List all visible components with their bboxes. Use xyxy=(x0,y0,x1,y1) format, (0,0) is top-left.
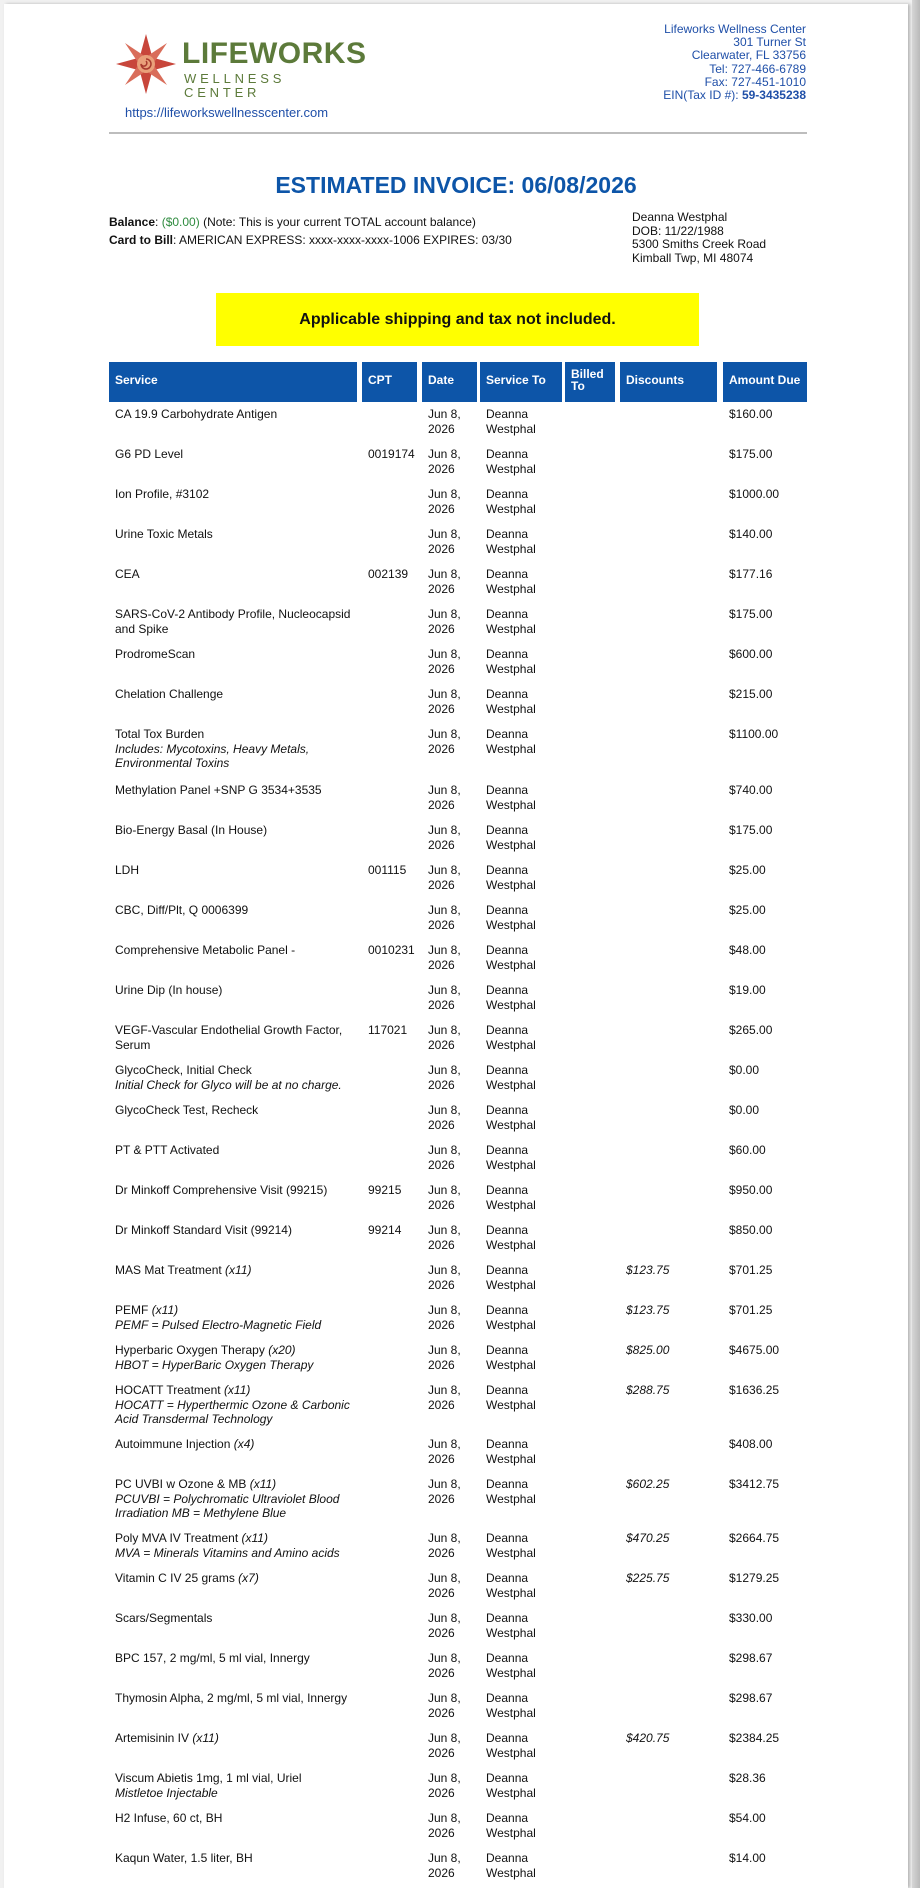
amount-due-cell: $215.00 xyxy=(729,687,773,701)
service-name: CA 19.9 Carbohydrate Antigen xyxy=(115,407,278,421)
company-street: 301 Turner St xyxy=(733,35,806,50)
service-quantity: (x11) xyxy=(241,1531,268,1545)
service-to-cell: Deanna Westphal xyxy=(486,527,536,556)
col-header-date: Date xyxy=(422,362,477,402)
discount-cell: $123.75 xyxy=(626,1263,670,1277)
service-name: Urine Toxic Metals xyxy=(115,527,213,541)
service-quantity: (x11) xyxy=(192,1731,219,1745)
amount-due-cell: $701.25 xyxy=(729,1263,773,1277)
service-to-cell: Deanna Westphal xyxy=(486,1851,536,1880)
date-cell: Jun 8, 2026 xyxy=(428,1223,461,1252)
service-name: GlycoCheck, Initial Check xyxy=(115,1063,252,1077)
service-cell xyxy=(115,1851,360,1866)
logo-subtitle: WELLNESS CENTER xyxy=(184,71,286,100)
service-to-cell: Deanna Westphal xyxy=(486,1383,536,1412)
service-to-cell: Deanna Westphal xyxy=(486,1611,536,1640)
cpt-cell: 99215 xyxy=(368,1183,402,1197)
discount-cell: $288.75 xyxy=(626,1383,670,1397)
service-to-cell: Deanna Westphal xyxy=(486,487,536,516)
date-cell: Jun 8, 2026 xyxy=(428,943,461,972)
service-to-cell: Deanna Westphal xyxy=(486,1263,536,1292)
amount-due-cell: $701.25 xyxy=(729,1303,773,1317)
lifeworks-logo xyxy=(114,30,367,100)
service-to-cell: Deanna Westphal xyxy=(486,447,536,476)
service-note: Mistletoe Injectable xyxy=(115,1785,218,1800)
service-cell xyxy=(115,1343,360,1372)
service-cell xyxy=(115,943,360,958)
service-cell xyxy=(115,607,360,636)
service-cell xyxy=(115,447,360,462)
service-name: Kaqun Water, 1.5 liter, BH xyxy=(115,1851,253,1865)
cpt-cell: 117021 xyxy=(368,1023,408,1037)
date-cell: Jun 8, 2026 xyxy=(428,407,461,436)
amount-due-cell: $0.00 xyxy=(729,1063,760,1077)
date-cell: Jun 8, 2026 xyxy=(428,1183,461,1212)
service-quantity: (x11) xyxy=(223,1383,251,1397)
scrollbar[interactable] xyxy=(912,0,920,1888)
service-name: CBC, Diff/Plt, Q 0006399 xyxy=(115,903,249,917)
service-cell xyxy=(115,1571,360,1586)
service-note: PEMF = Pulsed Electro-Magnetic Field xyxy=(115,1317,322,1332)
amount-due-cell: $4675.00 xyxy=(729,1343,780,1357)
date-cell: Jun 8, 2026 xyxy=(428,1811,461,1840)
service-cell xyxy=(115,983,360,998)
service-name: Artemisinin IV xyxy=(115,1731,190,1745)
amount-due-cell: $140.00 xyxy=(729,527,773,541)
patient-address1: 5300 Smiths Creek Road xyxy=(632,237,767,251)
service-cell xyxy=(115,647,360,662)
header-divider xyxy=(109,132,807,134)
service-name: PC UVBI w Ozone & MB xyxy=(115,1477,247,1491)
date-cell: Jun 8, 2026 xyxy=(428,1531,461,1560)
date-cell: Jun 8, 2026 xyxy=(428,567,461,596)
service-to-cell: Deanna Westphal xyxy=(486,727,536,756)
service-to-cell: Deanna Westphal xyxy=(486,903,536,932)
website-link[interactable]: https://lifeworkswellnesscenter.com xyxy=(125,105,329,120)
service-to-cell: Deanna Westphal xyxy=(486,823,536,852)
balance-amount: ($0.00) xyxy=(161,215,200,229)
service-to-cell: Deanna Westphal xyxy=(486,1731,536,1760)
patient-name: Deanna Westphal xyxy=(632,210,728,224)
service-name: G6 PD Level xyxy=(115,447,184,461)
service-to-cell: Deanna Westphal xyxy=(486,1437,536,1466)
service-cell xyxy=(115,1183,360,1198)
service-name: Viscum Abietis 1mg, 1 ml vial, Uriel xyxy=(115,1771,302,1785)
col-header-discounts: Discounts xyxy=(620,362,717,402)
shipping-notice: Applicable shipping and tax not included. xyxy=(216,293,699,346)
cpt-cell: 0019174 xyxy=(368,447,415,461)
amount-due-cell: $48.00 xyxy=(729,943,766,957)
amount-due-cell: $2384.25 xyxy=(729,1731,780,1745)
service-cell xyxy=(115,1143,360,1158)
amount-due-cell: $175.00 xyxy=(729,823,773,837)
discount-cell: $470.25 xyxy=(626,1531,670,1545)
amount-due-cell: $1100.00 xyxy=(729,727,779,741)
service-cell xyxy=(115,823,360,838)
service-name: Dr Minkoff Standard Visit (99214) xyxy=(115,1223,292,1237)
amount-due-cell: $0.00 xyxy=(729,1103,760,1117)
service-to-cell: Deanna Westphal xyxy=(486,1477,536,1506)
service-cell xyxy=(115,903,360,918)
date-cell: Jun 8, 2026 xyxy=(428,1023,461,1052)
service-to-cell: Deanna Westphal xyxy=(486,1811,536,1840)
discount-cell: $420.75 xyxy=(626,1731,670,1745)
cpt-cell: 0010231 xyxy=(368,943,415,957)
cpt-cell: 002139 xyxy=(368,567,409,581)
date-cell: Jun 8, 2026 xyxy=(428,1571,461,1600)
date-cell: Jun 8, 2026 xyxy=(428,1771,461,1800)
amount-due-cell: $950.00 xyxy=(729,1183,773,1197)
balance-label: Balance xyxy=(109,215,156,229)
amount-due-cell: $175.00 xyxy=(729,607,773,621)
date-cell: Jun 8, 2026 xyxy=(428,647,461,676)
date-cell: Jun 8, 2026 xyxy=(428,1303,461,1332)
service-to-cell: Deanna Westphal xyxy=(486,943,536,972)
service-note: Initial Check for Glyco will be at no charge. xyxy=(115,1077,342,1092)
date-cell: Jun 8, 2026 xyxy=(428,607,461,636)
date-cell: Jun 8, 2026 xyxy=(428,1063,461,1092)
company-ein xyxy=(506,89,806,102)
service-name: HOCATT Treatment xyxy=(115,1383,221,1397)
company-name: Lifeworks Wellness Center xyxy=(664,22,806,36)
service-to-cell: Deanna Westphal xyxy=(486,1343,536,1372)
col-header-cpt: CPT xyxy=(362,362,417,402)
sun-logo-icon xyxy=(114,32,178,96)
service-to-cell: Deanna Westphal xyxy=(486,1691,536,1720)
company-address xyxy=(506,23,806,102)
service-name: Autoimmune Injection xyxy=(115,1437,231,1451)
card-value: : AMERICAN EXPRESS: xxxx-xxxx-xxxx-1006 EXPIRES: 03/30 xyxy=(173,233,512,247)
service-cell xyxy=(115,863,360,878)
service-cell xyxy=(115,1263,360,1278)
service-cell xyxy=(115,567,360,582)
amount-due-cell: $740.00 xyxy=(729,783,773,797)
service-name: ProdromeScan xyxy=(115,647,196,661)
service-cell xyxy=(115,1383,360,1427)
date-cell: Jun 8, 2026 xyxy=(428,823,461,852)
service-name: Urine Dip (In house) xyxy=(115,983,223,997)
service-name: Methylation Panel +SNP G 3534+3535 xyxy=(115,783,322,797)
service-name: Hyperbaric Oxygen Therapy xyxy=(115,1343,265,1357)
service-cell xyxy=(115,1811,360,1826)
amount-due-cell: $265.00 xyxy=(729,1023,773,1037)
cpt-cell: 001115 xyxy=(368,863,407,877)
date-cell: Jun 8, 2026 xyxy=(428,1691,461,1720)
service-to-cell: Deanna Westphal xyxy=(486,647,536,676)
discount-cell: $825.00 xyxy=(626,1343,670,1357)
amount-due-cell: $298.67 xyxy=(729,1651,773,1665)
service-to-cell: Deanna Westphal xyxy=(486,863,536,892)
date-cell: Jun 8, 2026 xyxy=(428,1851,461,1880)
amount-due-cell: $408.00 xyxy=(729,1437,773,1451)
service-name: Thymosin Alpha, 2 mg/ml, 5 ml vial, Innergy xyxy=(115,1691,348,1705)
company-tel: Tel: 727-466-6789 xyxy=(709,61,806,76)
date-cell: Jun 8, 2026 xyxy=(428,783,461,812)
amount-due-cell: $175.00 xyxy=(729,447,773,461)
date-cell: Jun 8, 2026 xyxy=(428,687,461,716)
service-cell xyxy=(115,407,360,422)
amount-due-cell: $2664.75 xyxy=(729,1531,780,1545)
service-cell xyxy=(115,1103,360,1118)
service-to-cell: Deanna Westphal xyxy=(486,1531,536,1560)
service-cell xyxy=(115,527,360,542)
service-name: VEGF-Vascular Endothelial Growth Factor, Serum xyxy=(115,1023,343,1052)
service-cell xyxy=(115,1691,360,1706)
amount-due-cell: $60.00 xyxy=(729,1143,766,1157)
service-note: MVA = Minerals Vitamins and Amino acids xyxy=(115,1545,340,1560)
amount-due-cell: $298.67 xyxy=(729,1691,773,1705)
service-cell xyxy=(115,1437,360,1452)
amount-due-cell: $600.00 xyxy=(729,647,773,661)
service-name: Chelation Challenge xyxy=(115,687,224,701)
amount-due-cell: $19.00 xyxy=(729,983,766,997)
date-cell: Jun 8, 2026 xyxy=(428,983,461,1012)
date-cell: Jun 8, 2026 xyxy=(428,1611,461,1640)
service-name: MAS Mat Treatment xyxy=(115,1263,222,1277)
discount-cell: $602.25 xyxy=(626,1477,670,1491)
company-fax: Fax: 727-451-1010 xyxy=(704,74,806,89)
balance-note: (Note: This is your current TOTAL account balance) xyxy=(203,215,476,229)
service-cell xyxy=(115,1223,360,1238)
balance-block: Balance: ($0.00) (Note: This is your current TOTAL account balance) Card to Bill: AMERICAN EXPRESS: xxxx-xxxx-xxxx-1006 EXPIRES: 03/30 xyxy=(109,215,512,247)
date-cell: Jun 8, 2026 xyxy=(428,1343,461,1372)
amount-due-cell: $160.00 xyxy=(729,407,773,421)
service-cell xyxy=(115,727,360,771)
service-quantity: (x11) xyxy=(249,1477,277,1491)
service-to-cell: Deanna Westphal xyxy=(486,1183,536,1212)
service-cell xyxy=(115,687,360,702)
service-to-cell: Deanna Westphal xyxy=(486,1303,536,1332)
service-cell xyxy=(115,1731,360,1746)
amount-due-cell: $1000.00 xyxy=(729,487,780,501)
service-to-cell: Deanna Westphal xyxy=(486,1651,536,1680)
card-label: Card to Bill xyxy=(109,233,174,247)
amount-due-cell: $177.16 xyxy=(729,567,773,581)
ein-value: 59-3435238 xyxy=(741,88,806,103)
service-to-cell: Deanna Westphal xyxy=(486,1771,536,1800)
date-cell: Jun 8, 2026 xyxy=(428,527,461,556)
patient-info xyxy=(632,211,766,265)
date-cell: Jun 8, 2026 xyxy=(428,727,461,756)
service-cell xyxy=(115,1063,360,1092)
amount-due-cell: $1279.25 xyxy=(729,1571,780,1585)
service-cell xyxy=(115,1477,360,1521)
invoice-title: ESTIMATED INVOICE: 06/08/2026 xyxy=(275,172,637,198)
service-name: CEA xyxy=(115,567,140,581)
logo-title: LIFEWORKS xyxy=(182,37,367,70)
service-quantity: (x11) xyxy=(151,1303,179,1317)
date-cell: Jun 8, 2026 xyxy=(428,1651,461,1680)
service-cell xyxy=(115,1651,360,1666)
service-to-cell: Deanna Westphal xyxy=(486,607,536,636)
date-cell: Jun 8, 2026 xyxy=(428,487,461,516)
service-cell xyxy=(115,487,360,502)
service-name: Vitamin C IV 25 grams xyxy=(115,1571,235,1585)
ein-label: EIN(Tax ID #): xyxy=(663,88,739,103)
service-to-cell: Deanna Westphal xyxy=(486,783,536,812)
service-note: HOCATT = Hyperthermic Ozone & Carbonic Acid Transdermal Technology xyxy=(115,1397,350,1426)
service-name: Scars/Segmentals xyxy=(115,1611,213,1625)
cpt-cell: 99214 xyxy=(368,1223,402,1237)
col-header-amount-due: Amount Due xyxy=(723,362,807,402)
patient-dob: DOB: 11/22/1988 xyxy=(632,223,724,238)
service-cell xyxy=(115,1531,360,1560)
amount-due-cell: $1636.25 xyxy=(729,1383,780,1397)
service-cell xyxy=(115,1611,360,1626)
service-to-cell: Deanna Westphal xyxy=(486,983,536,1012)
service-quantity: (x7) xyxy=(238,1571,259,1585)
amount-due-cell: $54.00 xyxy=(729,1811,766,1825)
col-header-service: Service xyxy=(109,362,357,402)
date-cell: Jun 8, 2026 xyxy=(428,1103,461,1132)
service-cell xyxy=(115,1023,360,1052)
service-to-cell: Deanna Westphal xyxy=(486,407,536,436)
service-to-cell: Deanna Westphal xyxy=(486,1023,536,1052)
amount-due-cell: $25.00 xyxy=(729,903,766,917)
service-name: Total Tox Burden xyxy=(115,727,205,741)
service-name: PT & PTT Activated xyxy=(115,1143,220,1157)
service-name: LDH xyxy=(115,863,140,877)
service-note: PCUVBI = Polychromatic Ultraviolet Blood Irradiation MB = Methylene Blue xyxy=(115,1491,340,1520)
discount-cell: $123.75 xyxy=(626,1303,670,1317)
col-header-billed-to: Billed To xyxy=(565,362,615,402)
date-cell: Jun 8, 2026 xyxy=(428,447,461,476)
amount-due-cell: $14.00 xyxy=(729,1851,766,1865)
service-name: Bio-Energy Basal (In House) xyxy=(115,823,268,837)
date-cell: Jun 8, 2026 xyxy=(428,1383,461,1412)
service-quantity: (x20) xyxy=(268,1343,296,1357)
discount-cell: $225.75 xyxy=(626,1571,670,1585)
service-name: Comprehensive Metabolic Panel - xyxy=(115,943,296,957)
service-to-cell: Deanna Westphal xyxy=(486,687,536,716)
date-cell: Jun 8, 2026 xyxy=(428,1477,461,1506)
patient-address2: Kimball Twp, MI 48074 xyxy=(632,250,754,265)
service-name: BPC 157, 2 mg/ml, 5 ml vial, Innergy xyxy=(115,1651,310,1665)
service-note: HBOT = HyperBaric Oxygen Therapy xyxy=(115,1357,314,1372)
service-name: H2 Infuse, 60 ct, BH xyxy=(115,1811,223,1825)
service-name: PEMF xyxy=(115,1303,149,1317)
service-note: Includes: Mycotoxins, Heavy Metals, Environmental Toxins xyxy=(115,741,310,770)
service-name: Dr Minkoff Comprehensive Visit (99215) xyxy=(115,1183,328,1197)
service-to-cell: Deanna Westphal xyxy=(486,1103,536,1132)
service-to-cell: Deanna Westphal xyxy=(486,1223,536,1252)
date-cell: Jun 8, 2026 xyxy=(428,903,461,932)
amount-due-cell: $25.00 xyxy=(729,863,766,877)
amount-due-cell: $330.00 xyxy=(729,1611,773,1625)
service-cell xyxy=(115,1771,360,1800)
service-name: Ion Profile, #3102 xyxy=(115,487,210,501)
amount-due-cell: $3412.75 xyxy=(729,1477,780,1491)
col-header-service-to: Service To xyxy=(480,362,562,402)
service-to-cell: Deanna Westphal xyxy=(486,567,536,596)
service-to-cell: Deanna Westphal xyxy=(486,1063,536,1092)
service-cell xyxy=(115,783,360,798)
date-cell: Jun 8, 2026 xyxy=(428,863,461,892)
service-to-cell: Deanna Westphal xyxy=(486,1571,536,1600)
date-cell: Jun 8, 2026 xyxy=(428,1143,461,1172)
date-cell: Jun 8, 2026 xyxy=(428,1263,461,1292)
service-name: Poly MVA IV Treatment xyxy=(115,1531,239,1545)
service-name: GlycoCheck Test, Recheck xyxy=(115,1103,259,1117)
service-name: SARS-CoV-2 Antibody Profile, Nucleocapsid and Spike xyxy=(115,607,351,636)
service-quantity: (x4) xyxy=(233,1437,255,1451)
service-quantity: (x11) xyxy=(225,1263,252,1277)
service-cell xyxy=(115,1303,360,1332)
service-to-cell: Deanna Westphal xyxy=(486,1143,536,1172)
date-cell: Jun 8, 2026 xyxy=(428,1437,461,1466)
amount-due-cell: $850.00 xyxy=(729,1223,773,1237)
date-cell: Jun 8, 2026 xyxy=(428,1731,461,1760)
company-city: Clearwater, FL 33756 xyxy=(691,48,806,63)
amount-due-cell: $28.36 xyxy=(729,1771,766,1785)
